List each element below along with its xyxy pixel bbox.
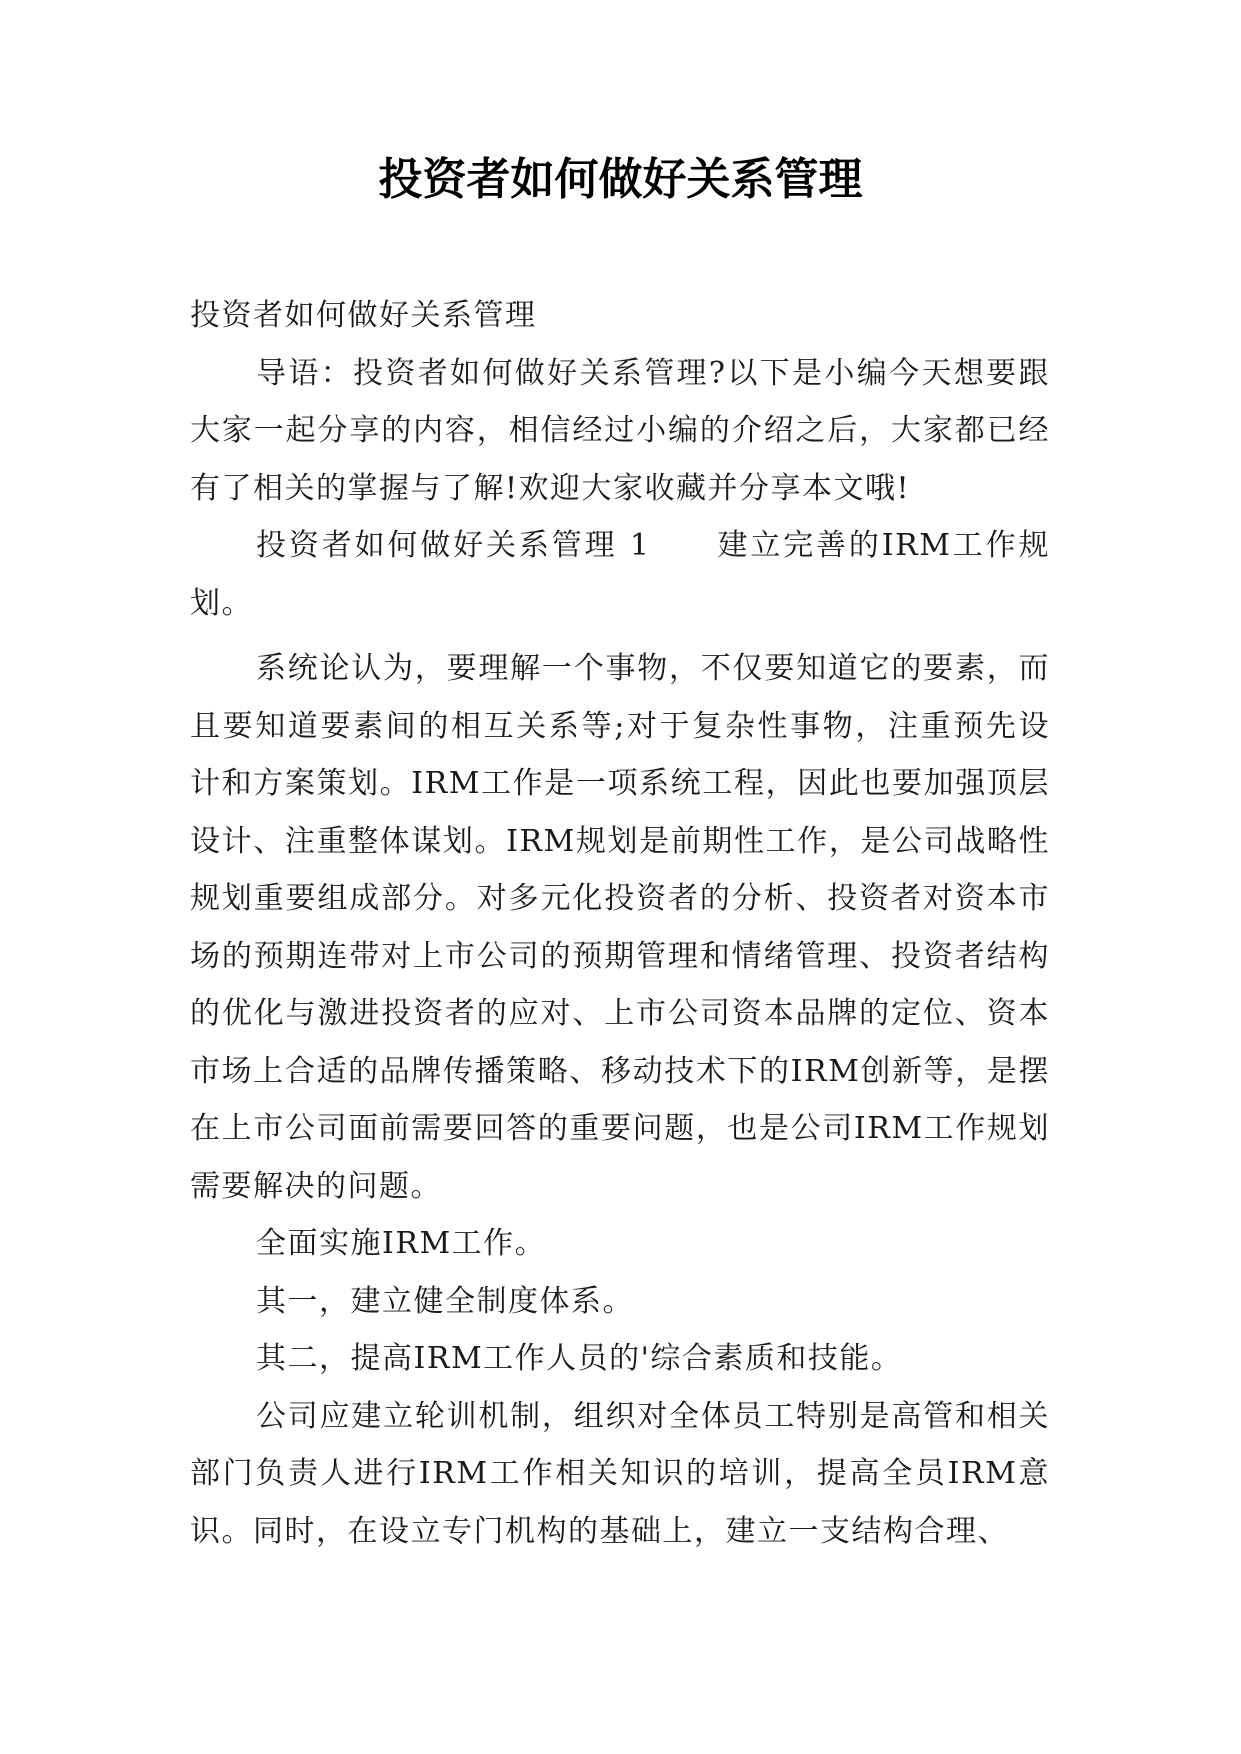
systems-theory-paragraph: 系统论认为，要理解一个事物，不仅要知道它的要素，而且要知道要素间的相互关系等;对于复杂性事物，注重预先设计和方案策划。IRM工作是一项系统工程，因此也要加强顶层设计、注重整体谋划。IRM规划是前期性工作，是公司战略性规划重要组成部分。对多元化投资者的分析、投资者对资本市场的预期连带对上市公司的预期管理和情绪管理、投资者结构的优化与激进投资者的应对、上市公司资本品牌的定位、资本市场上合适的品牌传播策略、移动技术下的IRM创新等，是摆在上市公司面前需要回答的重要问题，也是公司IRM工作规划需要解决的问题。 bbox=[190, 651, 1050, 1204]
document-body bbox=[190, 287, 1050, 1560]
document-title: 投资者如何做好关系管理 bbox=[378, 154, 863, 205]
point-two-paragraph: 其二，提高IRM工作人员的'综合素质和技能。 bbox=[256, 1341, 903, 1376]
intro-paragraph: 导语：投资者如何做好关系管理?以下是小编今天想要跟大家一起分享的内容，相信经过小编的介绍之后，大家都已经有了相关的掌握与了解!欢迎大家收藏并分享本文哦! bbox=[190, 355, 1050, 506]
implement-irm-paragraph: 全面实施IRM工作。 bbox=[256, 1226, 547, 1261]
training-paragraph: 公司应建立轮训机制，组织对全体员工特别是高管和相关部门负责人进行IRM工作相关知识的培训，提高全员IRM意识。同时，在设立专门机构的基础上，建立一支结构合理、 bbox=[190, 1398, 1050, 1549]
point-one-paragraph: 其一，建立健全制度体系。 bbox=[256, 1283, 634, 1319]
subtitle-paragraph: 投资者如何做好关系管理 bbox=[190, 298, 537, 333]
section-1-heading: 投资者如何做好关系管理 1 建立完善的IRM工作规划。 bbox=[190, 528, 1050, 621]
